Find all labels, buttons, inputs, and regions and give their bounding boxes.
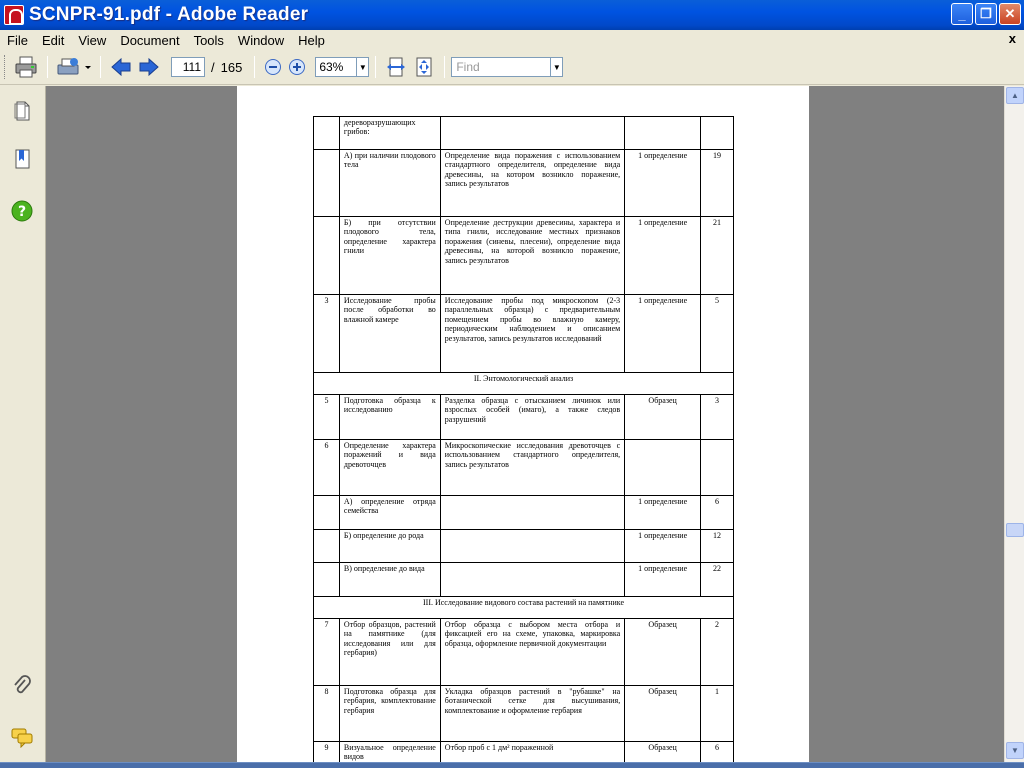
- maximize-button[interactable]: ❐: [975, 3, 997, 25]
- zoom-out-icon: [264, 58, 282, 76]
- row-name: Отбор образцов, растений на памятнике (для исследования или для гербария): [339, 619, 440, 686]
- attachments-icon[interactable]: [11, 675, 33, 697]
- row-number: 6: [314, 440, 340, 496]
- row-unit: Образец: [625, 619, 701, 686]
- comments-icon[interactable]: [11, 726, 33, 748]
- table-row: [314, 742, 734, 763]
- help-icon[interactable]: [11, 200, 33, 222]
- row-value: 21: [701, 217, 734, 295]
- document-close-button[interactable]: x: [1008, 31, 1016, 46]
- svg-text:?: ?: [17, 204, 27, 220]
- chevron-down-icon: ▼: [552, 62, 561, 72]
- row-unit: 1 определение: [625, 563, 701, 597]
- close-button[interactable]: ✕: [999, 3, 1021, 25]
- row-value: 6: [701, 742, 734, 763]
- row-number: [314, 530, 340, 563]
- row-description: [440, 117, 624, 150]
- row-number: 7: [314, 619, 340, 686]
- scroll-down-button[interactable]: [1006, 742, 1024, 759]
- row-description: Микроскопические исследования древоточцев с использованием стандартного определителя, запись результатов: [440, 440, 624, 496]
- next-page-button[interactable]: [135, 54, 163, 80]
- zoom-in-icon: [288, 58, 306, 76]
- navigation-panel: [0, 86, 46, 762]
- row-name: А) определение отряда семейства: [339, 496, 440, 530]
- share-icon: [56, 56, 92, 78]
- row-value: 12: [701, 530, 734, 563]
- table-row: [314, 440, 734, 496]
- pdf-page: [237, 86, 809, 762]
- title-bar: [0, 0, 1024, 30]
- scroll-thumb[interactable]: [1006, 523, 1024, 537]
- row-unit: Образец: [625, 395, 701, 440]
- row-description: Определение вида поражения с использованием стандартного определителя, определение вида древесины, на котором возникло поражение, запись результатов: [440, 150, 624, 217]
- services-table: [313, 116, 734, 762]
- fit-page-button[interactable]: [410, 54, 438, 80]
- chevron-down-icon: ▼: [358, 62, 367, 72]
- row-number: 3: [314, 295, 340, 373]
- section-title: II. Энтомологический анализ: [314, 373, 734, 395]
- row-unit: 1 определение: [625, 217, 701, 295]
- row-number: [314, 150, 340, 217]
- row-value: 19: [701, 150, 734, 217]
- row-value: 3: [701, 395, 734, 440]
- row-description: [440, 563, 624, 597]
- find-input[interactable]: Find: [451, 57, 551, 77]
- row-unit: Образец: [625, 686, 701, 742]
- row-number: [314, 217, 340, 295]
- menu-document[interactable]: Document: [120, 32, 180, 48]
- row-unit: [625, 117, 701, 150]
- row-name: Определение характера поражений и вида древоточцев: [339, 440, 440, 496]
- row-value: 22: [701, 563, 734, 597]
- row-value: [701, 117, 734, 150]
- table-row: [314, 395, 734, 440]
- row-unit: 1 определение: [625, 150, 701, 217]
- fit-page-icon: [414, 57, 434, 77]
- row-value: 2: [701, 619, 734, 686]
- row-description: Исследование пробы под микроскопом (2-3 параллельных образца) с предварительным помещением пробы во влажную камеру, периодическим наблюдением и описанием результатов, запись результатов исследований: [440, 295, 624, 373]
- section-title: III. Исследование видового состава растений на памятнике: [314, 597, 734, 619]
- row-name: Исследование пробы после обработки во влажной камере: [339, 295, 440, 373]
- row-description: Отбор проб с 1 дм² пораженной: [440, 742, 624, 763]
- table-row: [314, 619, 734, 686]
- menu-tools[interactable]: Tools: [193, 32, 224, 48]
- row-name: Подготовка образца для гербария, комплектование гербария: [339, 686, 440, 742]
- arrow-left-icon: [110, 57, 132, 77]
- row-name: Подготовка образца к исследованию: [339, 395, 440, 440]
- row-number: 9: [314, 742, 340, 763]
- table-row: [314, 217, 734, 295]
- zoom-out-button[interactable]: [261, 54, 285, 80]
- previous-page-button[interactable]: [107, 54, 135, 80]
- minimize-button[interactable]: _: [951, 3, 973, 25]
- zoom-input[interactable]: 63%: [315, 57, 357, 77]
- fit-width-button[interactable]: [382, 54, 410, 80]
- row-description: Отбор образца с выбором места отбора и фиксацией его на схеме, упаковка, маркировка образца, оформление первичной документации: [440, 619, 624, 686]
- row-description: [440, 496, 624, 530]
- menu-window[interactable]: Window: [237, 32, 285, 48]
- toolbar-separator: [254, 56, 255, 78]
- chevron-down-icon: ▼: [1011, 746, 1019, 755]
- scroll-up-button[interactable]: [1006, 87, 1024, 104]
- row-name: Б) определение до рода: [339, 530, 440, 563]
- table-row: [314, 530, 734, 563]
- find-dropdown[interactable]: [551, 57, 563, 77]
- row-description: Определение деструкции древесины, характера и типа гнили, исследование местных признаков поражения (синевы, плесени), определение вида древесины, на которой возникло поражение, запись результатов: [440, 217, 624, 295]
- zoom-in-button[interactable]: [285, 54, 309, 80]
- table-row: [314, 686, 734, 742]
- menu-help[interactable]: Help: [298, 32, 325, 48]
- row-unit: Образец: [625, 742, 701, 763]
- menu-bar: [0, 30, 1024, 50]
- row-unit: [625, 440, 701, 496]
- zoom-dropdown[interactable]: [357, 57, 369, 77]
- row-value: 5: [701, 295, 734, 373]
- share-button[interactable]: [54, 54, 94, 80]
- row-number: 5: [314, 395, 340, 440]
- page-separator: /: [211, 59, 215, 75]
- table-row: [314, 563, 734, 597]
- toolbar-grip[interactable]: [4, 55, 7, 79]
- row-number: [314, 563, 340, 597]
- table-row: [314, 295, 734, 373]
- row-name: А) при наличии плодового тела: [339, 150, 440, 217]
- menu-file[interactable]: File: [7, 32, 28, 48]
- page-total: 165: [220, 59, 243, 75]
- adobe-reader-icon: [4, 5, 24, 25]
- row-number: [314, 496, 340, 530]
- row-name: дереворазрушающих грибов:: [339, 117, 440, 150]
- row-number: [314, 117, 340, 150]
- table-row: [314, 496, 734, 530]
- toolbar-separator: [375, 56, 376, 78]
- table-row: [314, 150, 734, 217]
- row-name: Визуальное определение видов: [339, 742, 440, 763]
- toolbar: [0, 50, 1024, 85]
- menu-edit[interactable]: Edit: [41, 32, 65, 48]
- row-description: [440, 530, 624, 563]
- row-name: Б) при отсутствии плодового тела, определение характера гнили: [339, 217, 440, 295]
- menu-view[interactable]: View: [78, 32, 107, 48]
- arrow-right-icon: [138, 57, 160, 77]
- row-description: Укладка образцов растений в "рубашке" на ботанической сетке для высушивания, комплектование и оформление гербария: [440, 686, 624, 742]
- table-row: [314, 117, 734, 150]
- vertical-scrollbar[interactable]: [1004, 86, 1024, 762]
- section-row: [314, 597, 734, 619]
- row-unit: 1 определение: [625, 530, 701, 563]
- toolbar-separator: [100, 56, 101, 78]
- row-name: В) определение до вида: [339, 563, 440, 597]
- document-view[interactable]: [46, 86, 1004, 762]
- window-title: SCNPR-91.pdf - Adobe Reader: [29, 4, 309, 25]
- row-value: [701, 440, 734, 496]
- row-value: 1: [701, 686, 734, 742]
- row-unit: 1 определение: [625, 496, 701, 530]
- pages-icon[interactable]: [11, 100, 33, 122]
- row-value: 6: [701, 496, 734, 530]
- row-description: Разделка образца с отысканием личинок или взрослых особей (имаго), а также следов разрушений: [440, 395, 624, 440]
- chevron-up-icon: ▲: [1011, 91, 1019, 100]
- section-row: [314, 373, 734, 395]
- page-number-input[interactable]: 111: [171, 57, 205, 77]
- toolbar-separator: [444, 56, 445, 78]
- row-number: 8: [314, 686, 340, 742]
- printer-icon: [14, 56, 38, 78]
- bookmarks-icon[interactable]: [11, 148, 33, 170]
- toolbar-separator: [47, 56, 48, 78]
- row-unit: 1 определение: [625, 295, 701, 373]
- fit-width-icon: [386, 57, 406, 77]
- print-button[interactable]: [11, 54, 41, 80]
- taskbar-strip: [0, 762, 1024, 768]
